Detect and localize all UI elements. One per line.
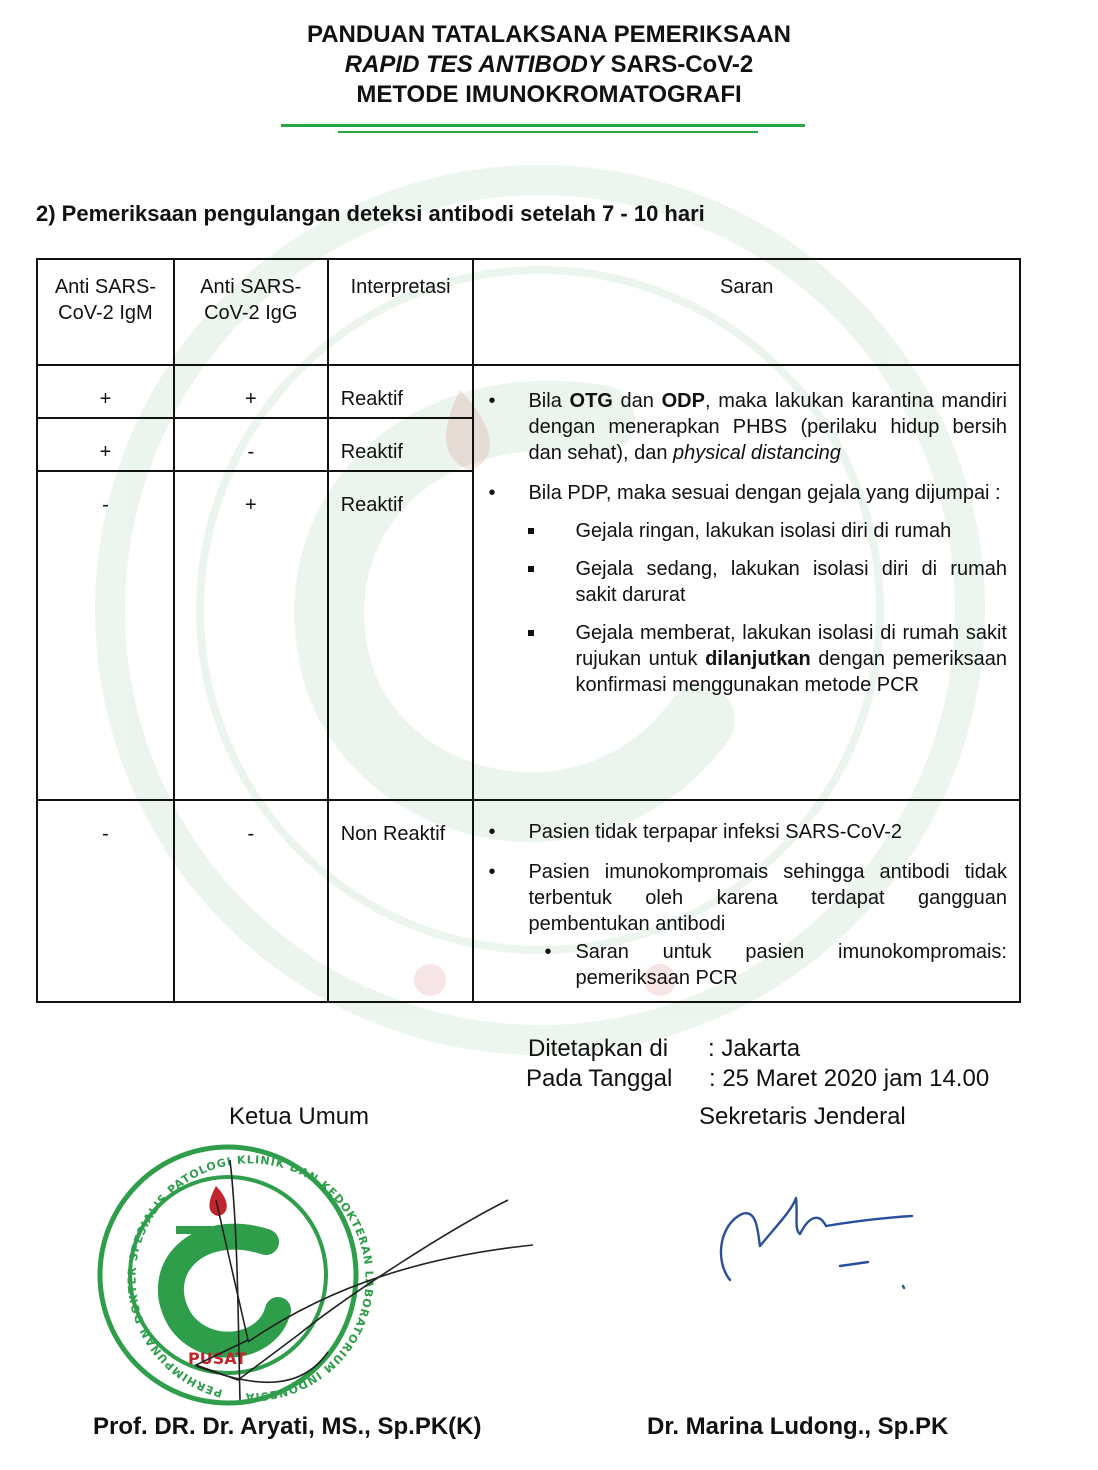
header-rule-top	[281, 124, 805, 127]
tanggal-value: : 25 Maret 2020 jam 14.00	[709, 1065, 990, 1092]
ditetapkan-value: : Jakarta	[708, 1035, 801, 1062]
tanggal-label: Pada Tanggal	[526, 1065, 673, 1092]
row2-interpretasi: Reaktif	[328, 418, 474, 471]
header-line-2-rest: SARS-CoV-2	[603, 51, 754, 78]
header-line-2	[0, 50, 1098, 80]
row4-igm: -	[37, 800, 174, 1002]
left-signatory-name: Prof. DR. Dr. Aryati, MS., Sp.PK(K)	[93, 1413, 482, 1440]
organization-stamp	[88, 1130, 558, 1410]
document-header	[0, 20, 1098, 110]
row4-igg: -	[174, 800, 328, 1002]
header-igm: Anti SARS-CoV-2 IgM	[37, 259, 174, 365]
saran-sub-gejala-memberat: Gejala memberat, lakukan isolasi di rumah sakit rujukan untuk dilanjutkan dengan pemeriksaan konfirmasi menggunakan metode PCR	[528, 620, 1007, 698]
header-rule-bottom	[338, 131, 758, 133]
row2-igm: +	[37, 418, 174, 471]
row2-igg: -	[174, 418, 328, 471]
section-title: 2) Pemeriksaan pengulangan deteksi antibodi setelah 7 - 10 hari	[36, 201, 705, 226]
interpretation-table	[36, 258, 1021, 1003]
header-line-3: METODE IMUNOKROMATOGRAFI	[356, 81, 742, 108]
stamp-ring-text: PERHIMPUNAN DOKTER SPESIALIS PATOLOGI KLINIK DAN KEDOKTERAN LABORATORIUM INDONESIA	[125, 1153, 376, 1404]
row1-igm: +	[37, 365, 174, 418]
saran-reaktif-cell	[473, 365, 1020, 800]
saran-nonreaktif-cell	[473, 800, 1020, 1002]
row4-interpretasi: Non Reaktif	[328, 800, 474, 1002]
table-row	[37, 800, 1020, 1002]
table-header-row	[37, 259, 1020, 365]
header-line-1: PANDUAN TATALAKSANA PEMERIKSAAN	[307, 21, 791, 48]
saran-sub-gejala-sedang: Gejala sedang, lakukan isolasi diri di rumah sakit darurat	[528, 556, 1007, 608]
row1-igg: +	[174, 365, 328, 418]
saran-bullet-tidak-terpapar: • Pasien tidak terpapar infeksi SARS-CoV-2	[488, 819, 1007, 845]
header-igg: Anti SARS-CoV-2 IgG	[174, 259, 328, 365]
secretary-signature	[700, 1180, 930, 1310]
right-signatory-name: Dr. Marina Ludong., Sp.PK	[647, 1413, 949, 1440]
saran-sub-pcr: • Saran untuk pasien imunokompromais: pemeriksaan PCR	[528, 939, 1007, 991]
saran-bullet-imunokompromais: • Pasien imunokompromais sehingga antibodi tidak terbentuk oleh karena terdapat gangguan pembentukan antibodi • Saran untuk pasien imunokompromais: pemeriksaan PCR	[488, 859, 1007, 991]
header-italic-text: RAPID TES ANTIBODY	[344, 51, 604, 78]
row3-igg: +	[174, 471, 328, 800]
stamp-bottom-text: PUSAT	[188, 1349, 247, 1368]
saran-bullet-otg-odp: • Bila OTG dan ODP, maka lakukan karantina mandiri dengan menerapkan PHBS (perilaku hidup bersih dan sehat), dan physical distancing	[488, 388, 1007, 466]
right-signatory-title: Sekretaris Jenderal	[699, 1103, 906, 1130]
row3-interpretasi: Reaktif	[328, 471, 474, 800]
saran-bullet-pdp: • Bila PDP, maka sesuai dengan gejala yang dijumpai : Gejala ringan, lakukan isolasi diri di rumah Gejala sedang, lakukan isolasi diri di rumah sakit darurat Gejala memberat, lakukan isolasi di rumah sakit rujukan untuk dilanjutkan dengan pemeriksaan konfirmasi menggunakan metode PCR	[488, 480, 1007, 698]
row1-interpretasi: Reaktif	[328, 365, 474, 418]
row3-igm: -	[37, 471, 174, 800]
table-row	[37, 365, 1020, 418]
header-saran: Saran	[473, 259, 1020, 365]
left-signatory-title: Ketua Umum	[229, 1103, 370, 1130]
header-interpretasi: Interpretasi	[328, 259, 474, 365]
ditetapkan-label: Ditetapkan di	[528, 1035, 669, 1062]
saran-sub-gejala-ringan: Gejala ringan, lakukan isolasi diri di rumah	[528, 518, 1007, 544]
